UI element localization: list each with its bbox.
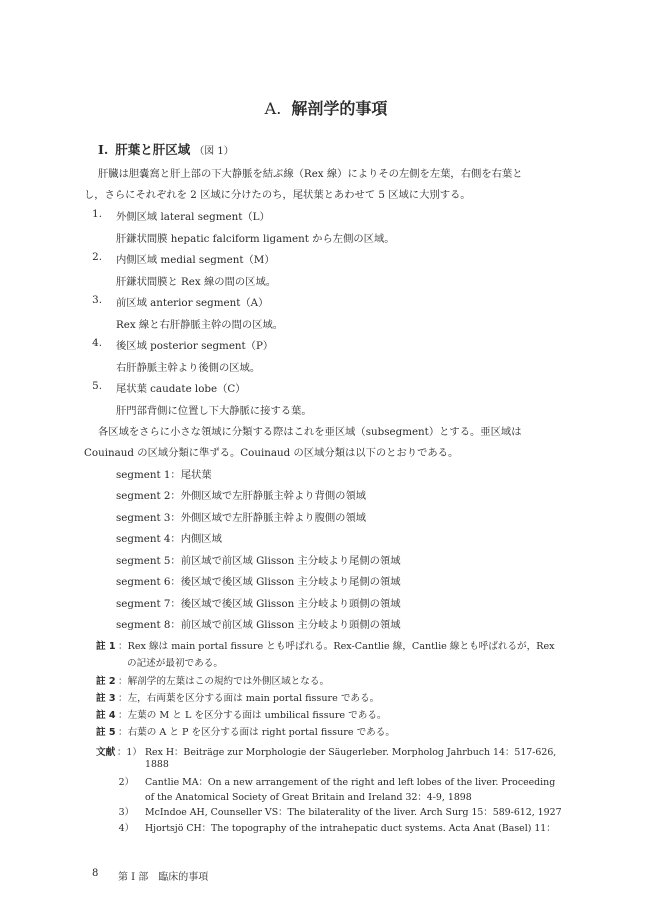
- note-text: ：Rex 線は main portal fissure とも呼ばれる。Rex-Cantlie 線，Cantlie 線とも呼ばれるが，Rex: [118, 641, 555, 652]
- segment-item: segment 4：内側区域: [116, 533, 222, 545]
- list-item-title: 外側区域 lateral segment（L）: [116, 211, 270, 223]
- segment-item: segment 8：前区域で前区域 Glisson 主分岐より頭側の領域: [116, 619, 401, 631]
- running-footer: 第 I 部 臨床的事項: [118, 872, 209, 883]
- note-label: 註 4: [96, 710, 116, 721]
- subsegment-paragraph-line: 各区域をさらに小さな領域に分類する際はこれを亜区域（subsegment）とする。亜区域は: [98, 426, 522, 438]
- note-text: の記述が最初である。: [127, 658, 223, 669]
- list-item-title: 前区域 anterior segment（A）: [116, 297, 269, 309]
- note-label: 註 1: [96, 641, 116, 652]
- segment-item: segment 2：外側区域で左肝静脈主幹より背側の領域: [116, 490, 367, 502]
- reference-text: of the Anatomical Society of Great Britain and Ireland 32：4-9, 1898: [145, 792, 472, 803]
- section-letter: A.: [264, 99, 282, 118]
- reference-text: Rex H：Beiträge zur Morphologie der Säugerleber. Morpholog Jahrbuch 14：517-626,: [145, 747, 557, 758]
- heading-number: I.: [98, 142, 109, 157]
- heading-title: 肝葉と肝区域: [115, 142, 191, 157]
- subsegment-paragraph-line: Couinaud の区域分類に準ずる。Couinaud の区域分類は以下のとおりである。: [84, 447, 459, 459]
- references-label: 文献: [96, 747, 116, 758]
- page-number: 8: [92, 868, 99, 879]
- reference-number: 3）: [118, 807, 134, 818]
- list-item-number: 5.: [92, 380, 102, 392]
- list-item-desc: 肝鎌状間膜と Rex 線の間の区域。: [116, 276, 277, 288]
- segment-item: segment 6：後区域で後区域 Glisson 主分岐より尾側の領域: [116, 576, 401, 588]
- list-item-desc: 肝鎌状間膜 hepatic falciform ligament から左側の区域。: [116, 233, 395, 245]
- section-title: [0, 96, 652, 119]
- reference-number: 4）: [118, 823, 134, 834]
- segment-item: segment 5：前区域で前区域 Glisson 主分岐より尾側の領域: [116, 555, 401, 567]
- note-text: ：解剖学的左葉はこの規約では外側区域となる。: [118, 676, 330, 687]
- segment-item: segment 3：外側区域で左肝静脈主幹より腹側の領域: [116, 512, 367, 524]
- reference-text: McIndoe AH, Counseller VS：The bilaterality of the liver. Arch Surg 15：589-612, 1927: [145, 807, 562, 818]
- list-item-desc: Rex 線と右肝静脈主幹の間の区域。: [116, 319, 284, 331]
- note-text: ：左葉の M と L を区分する面は umbilical fissure である。: [118, 710, 387, 721]
- reference-number: ：1）: [117, 747, 142, 758]
- reference-text: 1888: [145, 759, 169, 770]
- intro-line: 肝臓は胆嚢窩と肝上部の下大静脈を結ぶ線（Rex 線）によりその左側を左葉，右側を右葉と: [98, 168, 523, 180]
- list-item-title: 後区域 posterior segment（P）: [116, 340, 274, 352]
- list-item-number: 1.: [92, 208, 102, 220]
- heading-figure-ref: （図 1）: [194, 146, 234, 157]
- note-label: 註 2: [96, 676, 116, 687]
- list-item-desc: 肝門部背側に位置し下大静脈に接する葉。: [116, 405, 312, 417]
- note-label: 註 5: [96, 727, 116, 738]
- reference-number: 2）: [118, 777, 134, 788]
- note-label: 註 3: [96, 693, 116, 704]
- reference-text: Hjortsjö CH：The topography of the intrahepatic duct systems. Acta Anat (Basel) 11：: [145, 823, 556, 834]
- list-item-number: 4.: [92, 337, 102, 349]
- segment-item: segment 1：尾状葉: [116, 469, 212, 481]
- list-item-number: 2.: [92, 251, 102, 263]
- intro-line: し，さらにそれぞれを 2 区域に分けたのち，尾状葉とあわせて 5 区域に大別する。: [84, 189, 471, 201]
- note-text: ：右葉の A と P を区分する面は right portal fissure である。: [118, 727, 395, 738]
- segment-item: segment 7：後区域で後区域 Glisson 主分岐より頭側の領域: [116, 598, 401, 610]
- list-item-desc: 右肝静脈主幹より後側の区域。: [116, 362, 261, 374]
- section-title-text: 解剖学的事項: [291, 99, 388, 118]
- list-item-number: 3.: [92, 294, 102, 306]
- note-text: ：左，右両葉を区分する面は main portal fissure である。: [118, 693, 380, 704]
- heading: [98, 140, 234, 158]
- list-item-title: 内側区域 medial segment（M）: [116, 254, 275, 266]
- list-item-title: 尾状葉 caudate lobe（C）: [116, 383, 246, 395]
- reference-text: Cantlie MA：On a new arrangement of the right and left lobes of the liver. Proceeding: [145, 777, 556, 788]
